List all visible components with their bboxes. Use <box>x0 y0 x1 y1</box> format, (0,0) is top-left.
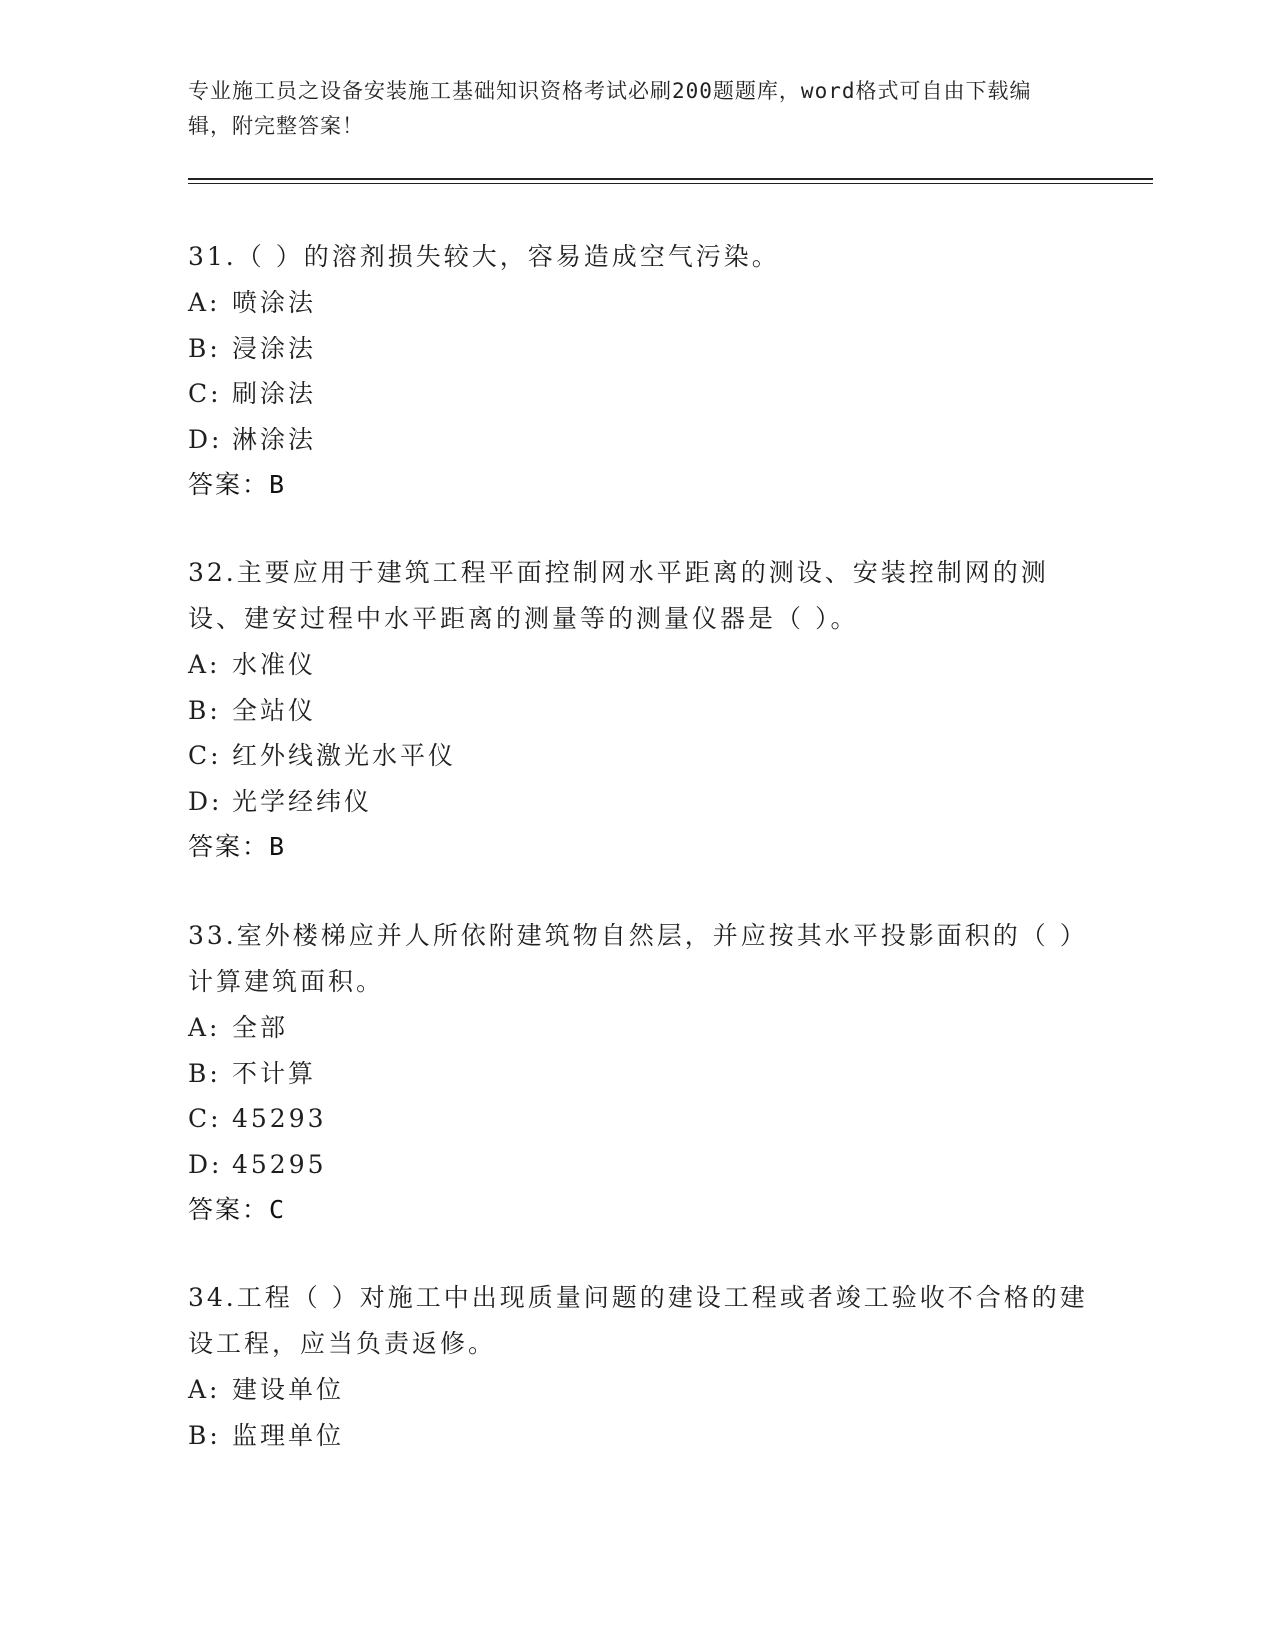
question-32 <box>188 550 1088 870</box>
option-key: A: <box>188 1013 221 1042</box>
answer-line: 答案：B <box>188 832 287 861</box>
question-31 <box>188 234 1088 508</box>
option-a <box>188 642 1088 688</box>
answer-line: 答案：B <box>188 470 287 499</box>
option-text: 45293 <box>232 1104 327 1133</box>
option-b <box>188 1051 1088 1097</box>
option-b <box>188 688 1088 734</box>
option-key: B: <box>188 695 221 725</box>
header-divider-thick <box>188 178 1153 180</box>
option-c <box>188 371 1088 417</box>
question-34 <box>188 1275 1088 1458</box>
option-text: 建设单位 <box>232 1375 345 1404</box>
question-stem: 32.主要应用于建筑工程平面控制网水平距离的测设、安装控制网的测设、建安过程中水平距离的测量等的测量仪器是（ ）。 <box>188 558 1049 633</box>
option-text: 喷涂法 <box>232 288 317 317</box>
option-key: C: <box>188 741 222 770</box>
question-stem: 34.工程（ ）对施工中出现质量问题的建设工程或者竣工验收不合格的建设工程，应当负责返修。 <box>188 1283 1088 1358</box>
option-d <box>188 417 1088 463</box>
option-text: 红外线激光水平仪 <box>232 741 457 770</box>
answer-line: 答案：C <box>188 1195 287 1224</box>
option-text: 监理单位 <box>232 1420 345 1450</box>
option-text: 不计算 <box>232 1058 317 1088</box>
option-key: B: <box>188 1420 221 1450</box>
option-text: 淋涂法 <box>232 424 317 454</box>
option-a <box>188 1367 1088 1413</box>
option-text: 光学经纬仪 <box>232 786 373 816</box>
option-text: 45295 <box>232 1149 327 1179</box>
option-c <box>188 1096 1088 1142</box>
option-b <box>188 1413 1088 1459</box>
option-text: 刷涂法 <box>232 379 317 408</box>
option-text: 浸涂法 <box>232 333 317 363</box>
option-a <box>188 1005 1088 1051</box>
option-key: C: <box>188 379 222 408</box>
option-d <box>188 779 1088 825</box>
option-c <box>188 733 1088 779</box>
option-key: A: <box>188 288 221 317</box>
option-text: 全部 <box>232 1013 289 1042</box>
option-key: A: <box>188 650 221 679</box>
option-key: C: <box>188 1104 222 1133</box>
option-b <box>188 326 1088 372</box>
option-key: D: <box>188 1149 223 1179</box>
option-key: B: <box>188 333 221 363</box>
header-divider-thin <box>188 183 1153 184</box>
option-key: A: <box>188 1375 221 1404</box>
document-header-title: 专业施工员之设备安装施工基础知识资格考试必刷200题题库，word格式可自由下载编辑，附完整答案！ <box>188 79 1032 138</box>
option-key: D: <box>188 786 223 816</box>
question-33 <box>188 913 1088 1233</box>
option-text: 全站仪 <box>232 695 317 725</box>
question-stem: 31.（ ）的溶剂损失较大，容易造成空气污染。 <box>188 242 780 271</box>
option-key: B: <box>188 1058 221 1088</box>
question-stem: 33.室外楼梯应并人所依附建筑物自然层，并应按其水平投影面积的（ ）计算建筑面积。 <box>188 921 1088 996</box>
option-text: 水准仪 <box>232 650 317 679</box>
option-key: D: <box>188 424 223 454</box>
option-a <box>188 280 1088 326</box>
option-d <box>188 1142 1088 1188</box>
